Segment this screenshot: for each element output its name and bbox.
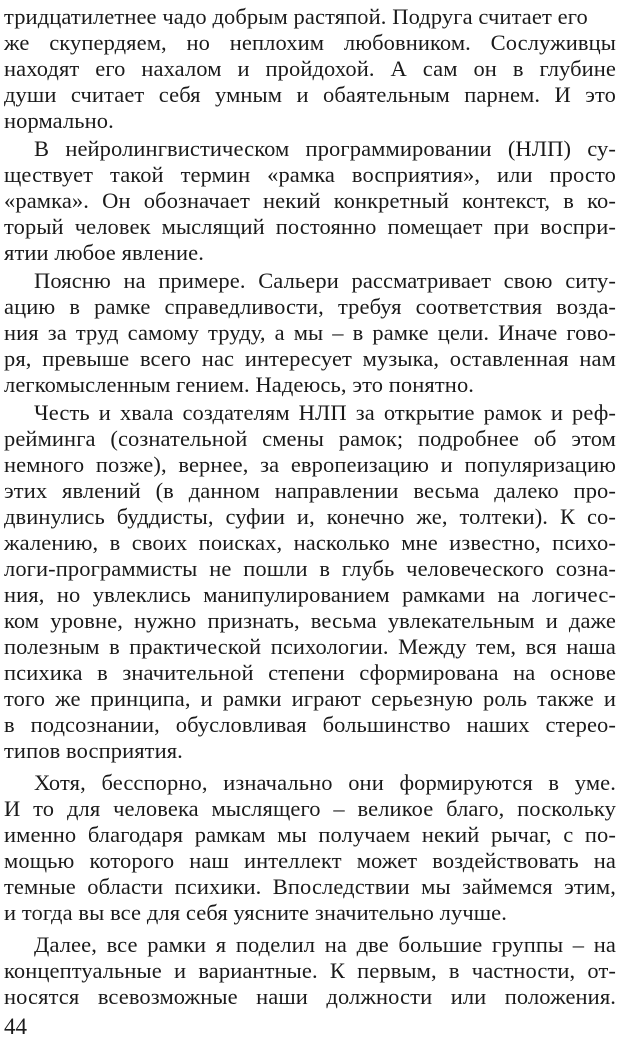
text-line: логи-программисты не пошли в глубь человеческого созна- <box>4 556 616 581</box>
text-line: нормально. <box>4 108 114 133</box>
text-line: и тогда вы все для себя уясните значительно лучше. <box>4 900 507 925</box>
text-line: мощью которого наш интеллект может воздействовать на <box>4 848 616 873</box>
text-line: того же принципа, и рамки играют серьезную роль также и <box>4 686 616 711</box>
text-line: рейминга (сознательной смены рамок; подробнее об этом <box>4 426 616 451</box>
text-line: концептуальные и вариантные. К первым, в частности, от- <box>4 958 616 983</box>
text-line: ятии любое явление. <box>4 240 204 265</box>
text-line: ря, превыше всего нас интересует музыка, оставленная нам <box>4 346 616 371</box>
text-line: темные области психики. Впоследствии мы займемся этим, <box>4 874 616 899</box>
text-line: Хотя, бесспорно, изначально они формируются в уме. <box>34 770 616 795</box>
text-line: торый человек мыслящий постоянно помещает при воспри- <box>4 214 616 239</box>
text-line: типов восприятия. <box>4 738 183 763</box>
text-line: двинулись буддисты, суфии и, конечно же, толтеки). К со- <box>4 504 616 529</box>
text-line: же скупердяем, но неплохим любовником. Сослуживцы <box>4 30 616 55</box>
page-number: 44 <box>4 1014 27 1039</box>
text-line: Честь и хвала создателям НЛП за открытие рамок и реф- <box>34 400 616 425</box>
text-line: жалению, в своих поисках, насколько мне известно, психо- <box>4 530 616 555</box>
text-line: легкомысленным гением. Надеюсь, это понятно. <box>4 372 475 397</box>
text-line: «рамка». Он обозначает некий конкретный контекст, в ко- <box>4 188 616 213</box>
text-line: В нейролингвистическом программировании (НЛП) су- <box>34 136 616 161</box>
text-line: полезным в практической психологии. Между тем, вся наша <box>4 634 616 659</box>
text-line: души считает себя умным и обаятельным парнем. И это <box>4 82 616 107</box>
text-line: ком уровне, нужно признать, весьма увлекательным и даже <box>4 608 616 633</box>
text-line: в подсознании, обусловливая большинство наших стерео- <box>4 712 616 737</box>
text-line: ацию в рамке справедливости, требуя соответствия возда- <box>4 294 616 319</box>
text-line: этих явлений (в данном направлении весьма далеко про- <box>4 478 616 503</box>
text-line: психика в значительной степени сформирована на основе <box>4 660 616 685</box>
text-line: Далее, все рамки я поделил на две большие группы – на <box>34 932 616 957</box>
text-line: ния за труд самому труду, а мы – в рамке цели. Иначе гово- <box>4 320 616 345</box>
text-line: ществует такой термин «рамка восприятия», или просто <box>4 162 616 187</box>
text-line: И то для человека мыслящего – великое благо, поскольку <box>4 796 616 821</box>
text-line: немного позже), вернее, за европеизацию и популяризацию <box>4 452 616 477</box>
text-line: тридцатилетнее чадо добрым растяпой. Подруга считает его <box>4 4 588 29</box>
text-line: Поясню на примере. Сальери рассматривает свою ситу- <box>34 268 616 293</box>
text-line: ния, но увлеклись манипулированием рамками на логичес- <box>4 582 616 607</box>
text-line: находят его нахалом и пройдохой. А сам он в глубине <box>4 56 616 81</box>
text-line: именно благодаря рамкам мы получаем некий рычаг, с по- <box>4 822 616 847</box>
text-line: носятся всевозможные наши должности или положения. <box>4 984 616 1009</box>
